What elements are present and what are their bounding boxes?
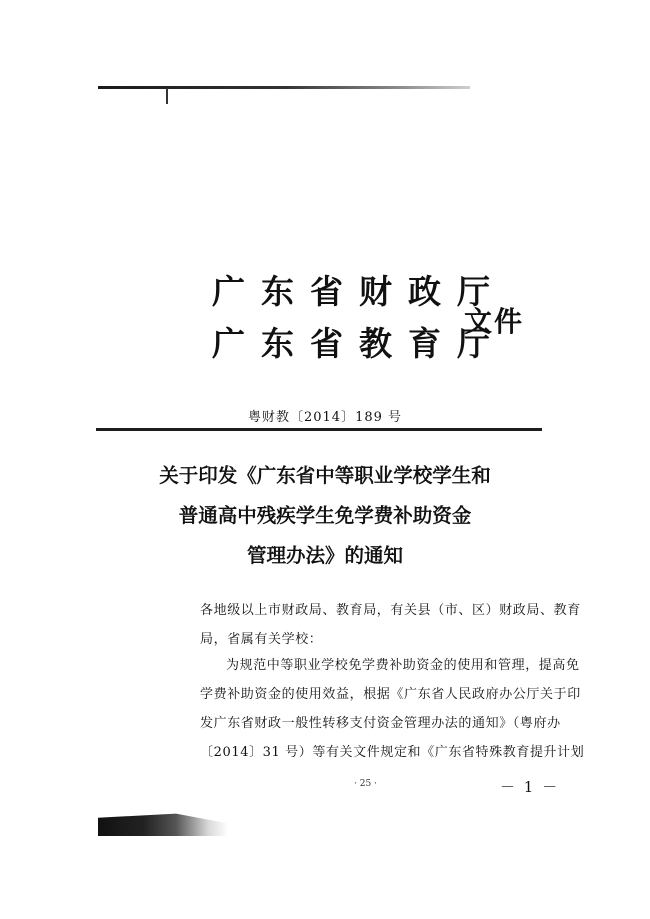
notice-title-line-3: 管理办法》的通知 bbox=[246, 544, 403, 567]
scan-artifact-tick bbox=[166, 88, 168, 104]
salutation-line: 各地级以上市财政局、教育局，有关县（市、区）财政局、教育 bbox=[200, 603, 581, 618]
header-divider bbox=[96, 428, 542, 431]
paragraph-line: 发广东省财政一般性转移支付资金管理办法的通知》（粤府办 bbox=[200, 716, 561, 731]
agency-name-finance: 广东省财政厅 bbox=[212, 272, 506, 311]
page-number: － 1 － bbox=[500, 778, 560, 796]
salutation bbox=[200, 596, 581, 654]
body-paragraph bbox=[200, 651, 585, 767]
archive-page-stamp: · 25 · bbox=[354, 779, 377, 789]
document-type-label: 文件 bbox=[464, 305, 525, 338]
scan-artifact-smudge bbox=[98, 808, 228, 836]
document-number: 粤财教〔2014〕189 号 bbox=[247, 410, 403, 425]
notice-title-line-2: 普通高中残疾学生免学费补助资金 bbox=[178, 504, 472, 527]
paragraph-line: 为规范中等职业学校免学费补助资金的使用和管理，提高免 bbox=[226, 658, 580, 673]
document-header bbox=[212, 272, 532, 372]
paragraph-line: 学费补助资金的使用效益，根据《广东省人民政府办公厅关于印 bbox=[200, 687, 581, 702]
paragraph-line: 〔2014〕31 号）等有关文件规定和《广东省特殊教育提升计划 bbox=[200, 745, 585, 760]
scan-artifact-top-line bbox=[98, 86, 470, 89]
agency-name-education: 广东省教育厅 bbox=[212, 324, 506, 363]
notice-title-line-1: 关于印发《广东省中等职业学校学生和 bbox=[159, 464, 491, 487]
salutation-line: 局，省属有关学校： bbox=[200, 632, 323, 647]
